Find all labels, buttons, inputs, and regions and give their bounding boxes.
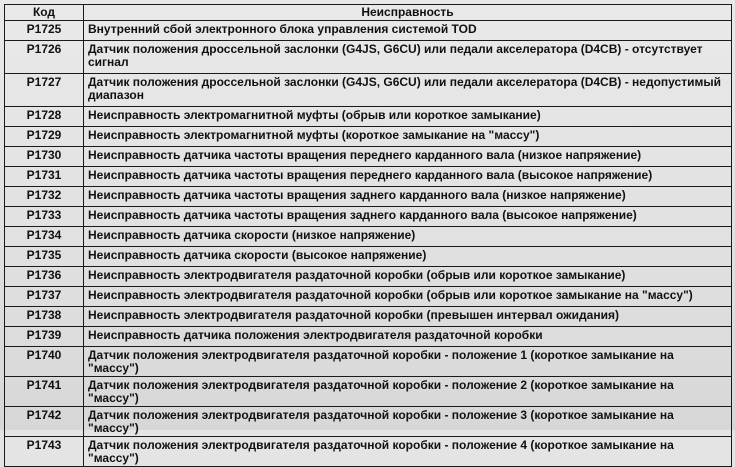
fault-code: P1726 xyxy=(5,41,84,74)
header-fault: Неисправность xyxy=(84,5,732,21)
fault-description: Неисправность электродвигателя раздаточной коробки (обрыв или короткое замыкание на "массу") xyxy=(84,287,732,307)
table-row xyxy=(5,287,732,307)
table-row xyxy=(5,307,732,327)
fault-description: Датчик положения электродвигателя раздаточной коробки - положение 1 (короткое замыкание на "массу") xyxy=(84,347,732,377)
table-header-row xyxy=(5,5,732,21)
fault-description: Неисправность электродвигателя раздаточной коробки (превышен интервал ожидания) xyxy=(84,307,732,327)
fault-code: P1742 xyxy=(5,407,84,437)
fault-description: Неисправность датчика частоты вращения переднего карданного вала (высокое напряжение) xyxy=(84,167,732,187)
fault-code: P1735 xyxy=(5,247,84,267)
table-row xyxy=(5,147,732,167)
fault-description: Внутренний сбой электронного блока управления системой TOD xyxy=(84,21,732,41)
header-code: Код xyxy=(5,5,84,21)
fault-code: P1737 xyxy=(5,287,84,307)
fault-code: P1730 xyxy=(5,147,84,167)
fault-description: Неисправность электромагнитной муфты (обрыв или короткое замыкание) xyxy=(84,107,732,127)
table-row xyxy=(5,74,732,107)
fault-description: Неисправность датчика частоты вращения заднего карданного вала (высокое напряжение) xyxy=(84,207,732,227)
fault-code-table xyxy=(4,4,732,467)
table-row xyxy=(5,107,732,127)
table-row xyxy=(5,437,732,467)
table-row xyxy=(5,167,732,187)
table-row xyxy=(5,347,732,377)
fault-code: P1736 xyxy=(5,267,84,287)
fault-description: Неисправность датчика частоты вращения переднего карданного вала (низкое напряжение) xyxy=(84,147,732,167)
fault-code: P1741 xyxy=(5,377,84,407)
fault-code: P1727 xyxy=(5,74,84,107)
table-row xyxy=(5,187,732,207)
fault-code: P1734 xyxy=(5,227,84,247)
fault-code: P1725 xyxy=(5,21,84,41)
fault-description: Датчик положения электродвигателя раздаточной коробки - положение 2 (короткое замыкание на "массу") xyxy=(84,377,732,407)
fault-description: Неисправность электромагнитной муфты (короткое замыкание на "массу") xyxy=(84,127,732,147)
table-row xyxy=(5,207,732,227)
fault-description: Датчик положения дроссельной заслонки (G4JS, G6CU) или педали акселератора (D4CB) - отсутствует сигнал xyxy=(84,41,732,74)
table-row xyxy=(5,21,732,41)
table-row xyxy=(5,407,732,437)
fault-description: Датчик положения дроссельной заслонки (G4JS, G6CU) или педали акселератора (D4CB) - недопустимый диапазон xyxy=(84,74,732,107)
table-row xyxy=(5,377,732,407)
fault-code: P1743 xyxy=(5,437,84,467)
fault-code: P1733 xyxy=(5,207,84,227)
fault-description: Неисправность датчика скорости (высокое напряжение) xyxy=(84,247,732,267)
fault-description: Датчик положения электродвигателя раздаточной коробки - положение 4 (короткое замыкание на "массу") xyxy=(84,437,732,467)
fault-description: Датчик положения электродвигателя раздаточной коробки - положение 3 (короткое замыкание на "массу") xyxy=(84,407,732,437)
fault-code: P1738 xyxy=(5,307,84,327)
fault-code: P1732 xyxy=(5,187,84,207)
fault-code: P1739 xyxy=(5,327,84,347)
table-row xyxy=(5,227,732,247)
fault-description: Неисправность электродвигателя раздаточной коробки (обрыв или короткое замыкание) xyxy=(84,267,732,287)
table-row xyxy=(5,327,732,347)
table-row xyxy=(5,247,732,267)
table-row xyxy=(5,41,732,74)
table-row xyxy=(5,127,732,147)
fault-code: P1731 xyxy=(5,167,84,187)
fault-description: Неисправность датчика частоты вращения заднего карданного вала (низкое напряжение) xyxy=(84,187,732,207)
table-row xyxy=(5,267,732,287)
fault-description: Неисправность датчика положения электродвигателя раздаточной коробки xyxy=(84,327,732,347)
fault-description: Неисправность датчика скорости (низкое напряжение) xyxy=(84,227,732,247)
fault-code: P1729 xyxy=(5,127,84,147)
fault-code: P1728 xyxy=(5,107,84,127)
fault-code: P1740 xyxy=(5,347,84,377)
